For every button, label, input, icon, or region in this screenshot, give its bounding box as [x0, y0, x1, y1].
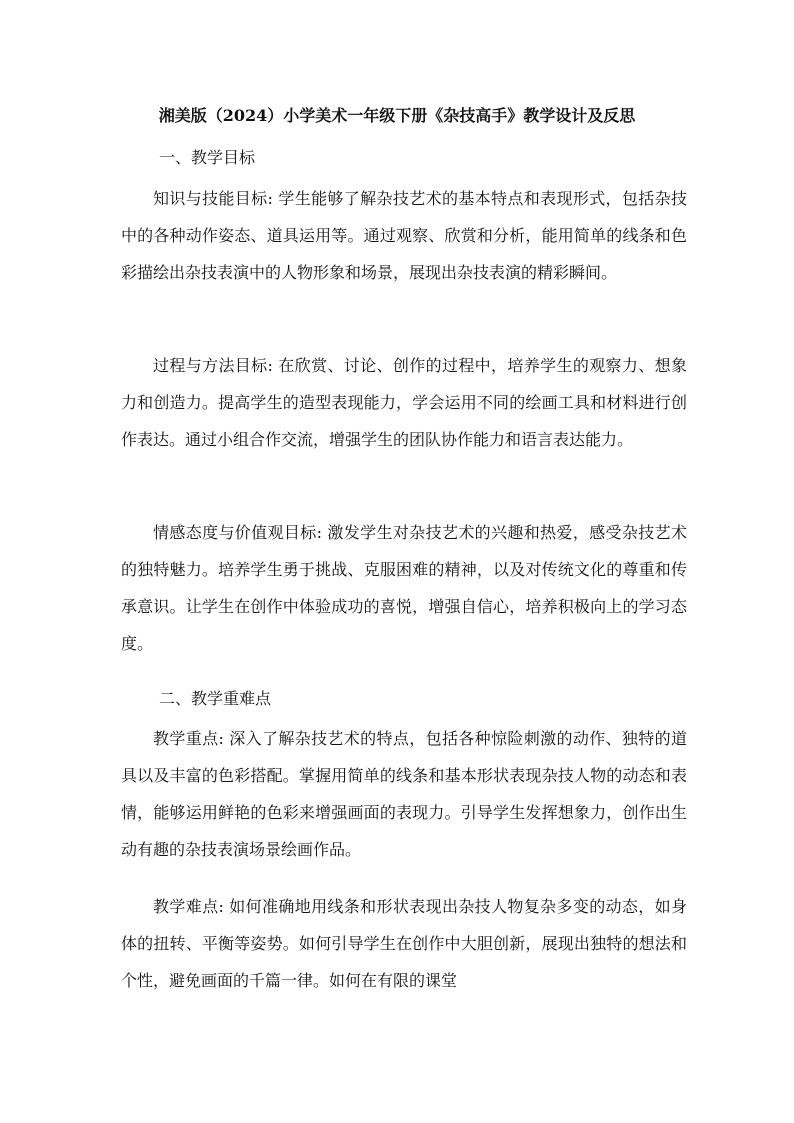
paragraph-teaching-focus: 教学重点: 深入了解杂技艺术的特点，包括各种惊险刺激的动作、独特的道具以及丰富的色彩搭配。掌握用简单的线条和基本形状表现杂技人物的动态和表情，能够运用鲜艳的色彩来增强画面的表现力。引导学生发挥想象力，创作出生动有趣的杂技表演场景绘画作品。 — [121, 729, 687, 859]
section-heading-objectives: 一、教学目标 — [159, 148, 256, 167]
paragraph-emotions-values: 情感态度与价值观目标: 激发学生对杂技艺术的兴趣和热爱，感受杂技艺术的独特魅力。培养学生勇于挑战、克服困难的精神，以及对传统文化的尊重和传承意识。让学生在创作中体验成功的喜悦，增强自信心，培养积极向上的学习态度。 — [121, 523, 687, 653]
section-heading-key-points: 二、教学重难点 — [159, 689, 272, 708]
paragraph-process-methods: 过程与方法目标: 在欣赏、讨论、创作的过程中，培养学生的观察力、想象力和创造力。提高学生的造型表现能力，学会运用不同的绘画工具和材料进行创作表达。通过小组合作交流，增强学生的团队协作能力和语言表达能力。 — [121, 356, 687, 449]
paragraph-teaching-difficulty: 教学难点: 如何准确地用线条和形状表现出杂技人物复杂多变的动态，如身体的扭转、平衡等姿势。如何引导学生在创作中大胆创新，展现出独特的想法和个性，避免画面的千篇一律。如何在有限的课堂 — [121, 897, 687, 990]
paragraph-knowledge-skills: 知识与技能目标: 学生能够了解杂技艺术的基本特点和表现形式，包括杂技中的各种动作姿态、道具运用等。通过观察、欣赏和分析，能用简单的线条和色彩描绘出杂技表演中的人物形象和场景，展现出杂技表演的精彩瞬间。 — [121, 189, 687, 282]
document-title: 湘美版（2024）小学美术一年级下册《杂技高手》教学设计及反思 — [158, 106, 636, 125]
